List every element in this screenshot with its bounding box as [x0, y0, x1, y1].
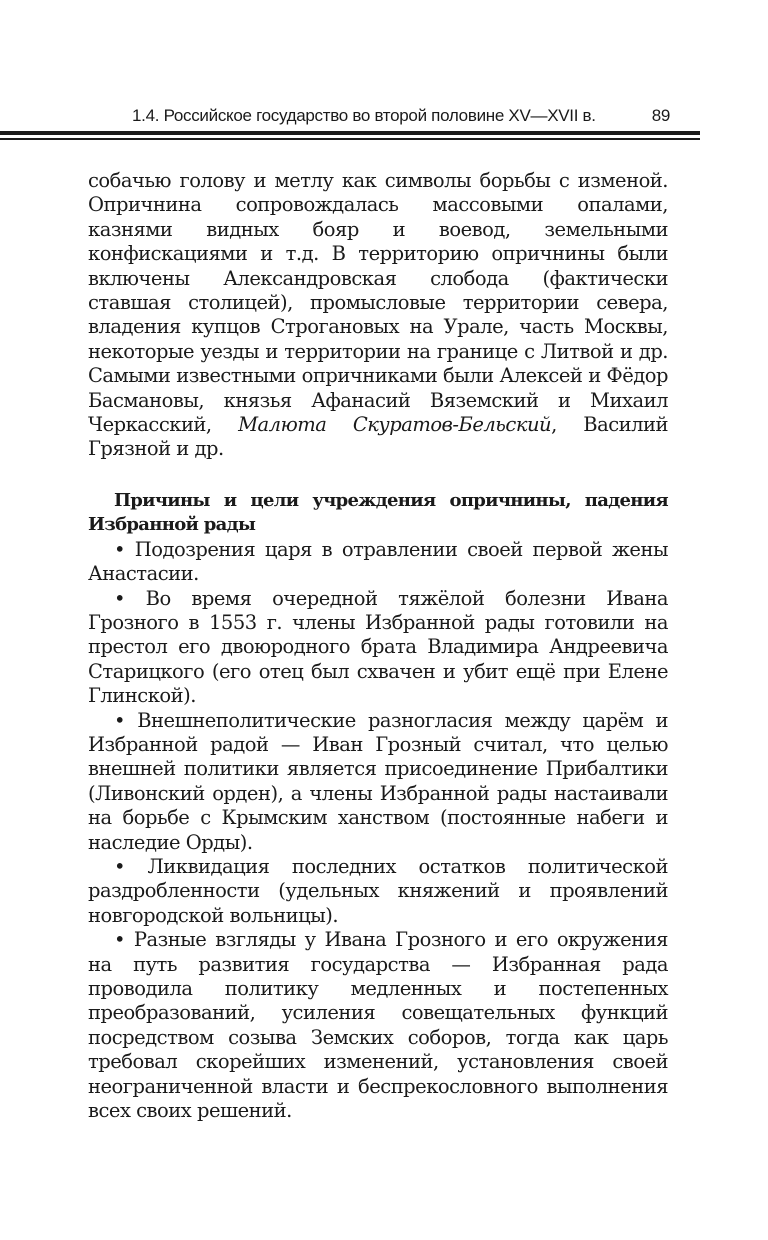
bullet-item-2: • Во время очередной тяжёлой болезни Ивана Грозного в 1553 г. члены Избранной рады готовили на престол его двоюродного брата Владимира Андреевича Старицкого (его отец был схвачен и убит ещё при Елене Глинской). — [88, 586, 668, 708]
intro-text-part1: собачью голову и метлу как символы борьбы с изменой. Опричнина сопровождалась массовыми опалами, казнями видных бояр и воевод, земельными конфискациями и т.д. В территорию опричнины были включены Александровская слобода (фактически ставшая столицей), промысловые территории севера, владения купцов Строгановых на Урале, часть Москвы, некоторые уезды и территории на границе с Литвой и др. Самыми известными опричниками были Алексей и Фёдор Басмановы, князья Афанасий Вяземский и Михаил Черкасский, — [88, 169, 668, 437]
running-header — [88, 94, 670, 126]
intro-italic-name: Малюта Скуратов-Бельский — [238, 413, 552, 437]
header-rule-thin — [0, 138, 700, 140]
section-heading: Причины и цели учреждения опричнины, падения Избранной рады — [88, 489, 668, 536]
bullet-item-3: • Внешнеполитические разногласия между царём и Избранной радой — Иван Грозный считал, что целью внешней политики является присоединение Прибалтики (Ливонский орден), а члены Избранной рады настаивали на борьбе с Крымским ханством (постоянные набеги и наследие Орды). — [88, 708, 668, 854]
bullet-item-1: • Подозрения царя в отравлении своей первой жены Анастасии. — [88, 537, 668, 586]
bullet-item-5: • Разные взгляды у Ивана Грозного и его окружения на путь развития государства — Избранная рада проводила политику медленных и постепенных преобразований, усиления совещательных функций посредством созыва Земских соборов, тогда как царь требовал скорейших изменений, установления своей неограниченной власти и беспрекословного выполнения всех своих решений. — [88, 928, 668, 1123]
intro-paragraph — [88, 169, 668, 462]
bullet-item-4: • Ликвидация последних остатков политической раздробленности (удельных княжений и проявлений новгородской вольницы). — [88, 854, 668, 927]
page-number: 89 — [651, 106, 670, 125]
header-rule-thick — [0, 131, 700, 135]
intro-text-part2: , Василий Грязной и др. — [88, 413, 669, 461]
page-body — [88, 169, 668, 1123]
running-title: 1.4. Российское государство во второй половине XV—XVII в. — [132, 106, 596, 125]
